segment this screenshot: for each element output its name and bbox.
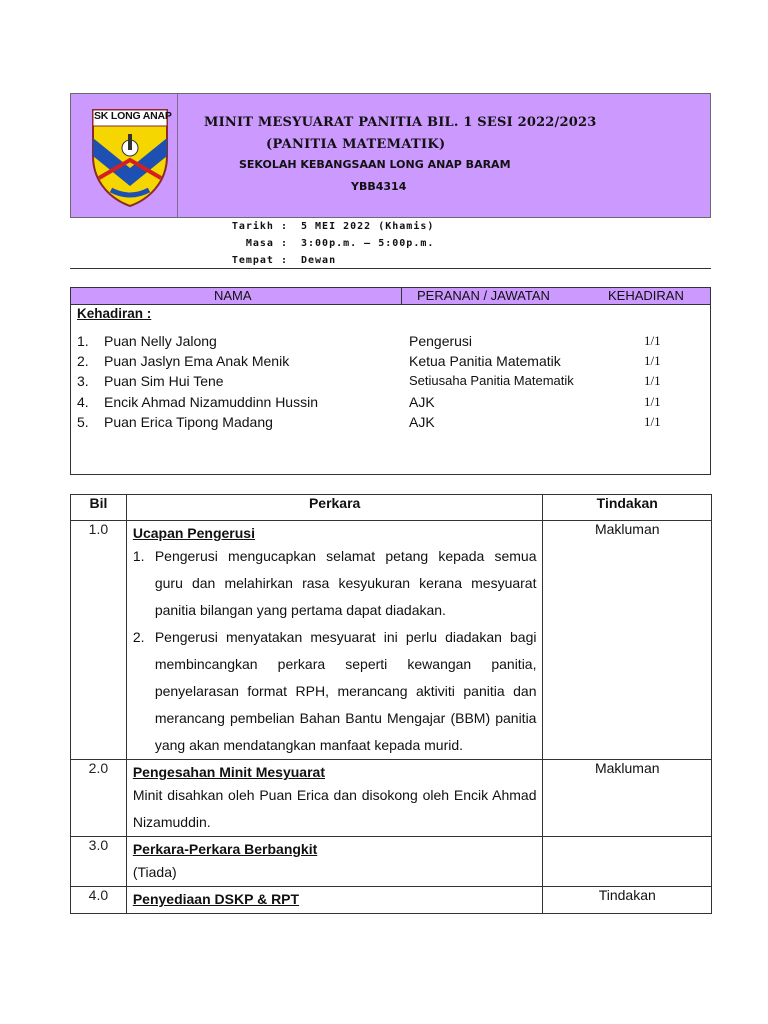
attendance-row [71, 333, 710, 353]
member-name: Encik Ahmad Nizamuddinn Hussin [104, 394, 318, 410]
agenda-content [126, 837, 543, 887]
point-text: Pengerusi menyatakan mesyuarat ini perlu diadakan bagi membincangkan perkara seperti kewangan panitia, penyelarasan format RPH, merancang aktiviti panitia dan merancang pembelian Bahan Bantu Mengajar (BBM) panitia yang akan mendatangkan manfaat kepada murid. [154, 629, 537, 753]
attendance-row [71, 353, 710, 373]
agenda-point [127, 624, 537, 759]
agenda-number: 2.0 [71, 760, 127, 837]
row-number: 3. [77, 373, 89, 389]
agenda-row [71, 760, 712, 837]
agenda-row [71, 887, 712, 914]
document-header [70, 93, 711, 218]
member-name: Puan Jaslyn Ema Anak Menik [104, 353, 290, 369]
agenda-points [127, 543, 543, 759]
logo-text: SK LONG ANAP [94, 110, 172, 122]
member-name: Puan Nelly Jalong [104, 333, 217, 349]
member-presence: 1/1 [644, 394, 661, 409]
agenda-table [70, 494, 712, 914]
attendance-section-label: Kehadiran : [77, 306, 152, 321]
agenda-row [71, 521, 712, 760]
row-number: 5. [77, 414, 89, 430]
agenda-title: Ucapan Pengerusi [132, 525, 255, 541]
agenda-action: Makluman [543, 521, 712, 760]
row-number: 1. [77, 333, 89, 349]
time-label: Masa : [245, 238, 288, 249]
member-presence: 1/1 [644, 373, 661, 388]
agenda-action: Makluman [543, 760, 712, 837]
agenda-number: 4.0 [71, 887, 127, 914]
agenda-text: Minit disahkan oleh Puan Erica dan disokong oleh Encik Ahmad Nizamuddin. [132, 787, 537, 830]
attendance-row [71, 394, 710, 414]
bil-column-header: Bil [71, 495, 127, 521]
tindakan-column-header: Tindakan [543, 495, 712, 521]
agenda-row [71, 837, 712, 887]
member-presence: 1/1 [644, 414, 661, 429]
time-value: 3:00p.m. – 5:00p.m. [301, 238, 435, 249]
member-presence: 1/1 [644, 333, 661, 348]
member-role: AJK [409, 394, 435, 410]
row-number: 4. [77, 394, 89, 410]
member-role: Pengerusi [409, 333, 473, 349]
point-text: Pengerusi mengucapkan selamat petang kepada semua guru dan melahirkan rasa kesyukuran kerana mesyuarat panitia bilangan yang pertama dapat diadakan. [154, 548, 537, 618]
agenda-number: 3.0 [71, 837, 127, 887]
agenda-content [126, 521, 543, 760]
school-code: YBB4314 [351, 180, 407, 193]
meta-divider [70, 268, 711, 269]
presence-column-header: KEHADIRAN [608, 288, 684, 303]
agenda-number: 1.0 [71, 521, 127, 760]
place-label: Tempat : [231, 255, 288, 266]
member-role: AJK [409, 414, 435, 430]
member-role: Setiusaha Panitia Matematik [409, 373, 574, 388]
document-title: MINIT MESYUARAT PANITIA BIL. 1 SESI 2022/2023 [204, 115, 597, 130]
attendance-box [70, 287, 711, 475]
place-value: Dewan [301, 255, 337, 266]
attendance-row [71, 373, 710, 393]
agenda-action: Tindakan [543, 887, 712, 914]
agenda-title: Penyediaan DSKP & RPT [132, 891, 300, 907]
document-subtitle: (PANITIA MATEMATIK) [266, 137, 446, 152]
school-crest-logo [89, 108, 171, 208]
agenda-content [126, 760, 543, 837]
date-value: 5 MEI 2022 (Khamis) [301, 221, 435, 232]
role-column-header: PERANAN / JAWATAN [417, 288, 550, 303]
attendance-header [71, 288, 710, 305]
agenda-point [127, 543, 537, 624]
agenda-content [126, 887, 543, 914]
agenda-title: Perkara-Perkara Berbangkit [132, 841, 318, 857]
point-number: 1. [132, 548, 145, 564]
school-logo-cell [71, 94, 178, 217]
member-role: Ketua Panitia Matematik [409, 353, 561, 369]
member-name: Puan Erica Tipong Madang [104, 414, 273, 430]
attendance-row [71, 414, 710, 434]
column-divider [401, 288, 402, 304]
agenda-header-row [71, 495, 712, 521]
row-number: 2. [77, 353, 89, 369]
agenda-action [543, 837, 712, 887]
agenda-title: Pengesahan Minit Mesyuarat [132, 764, 325, 780]
name-column-header: NAMA [214, 288, 252, 303]
school-name: SEKOLAH KEBANGSAAN LONG ANAP BARAM [239, 158, 511, 171]
member-presence: 1/1 [644, 353, 661, 368]
agenda-text: (Tiada) [132, 864, 177, 880]
perkara-column-header: Perkara [126, 495, 543, 521]
date-label: Tarikh : [231, 221, 288, 232]
member-name: Puan Sim Hui Tene [104, 373, 224, 389]
point-number: 2. [132, 629, 145, 645]
